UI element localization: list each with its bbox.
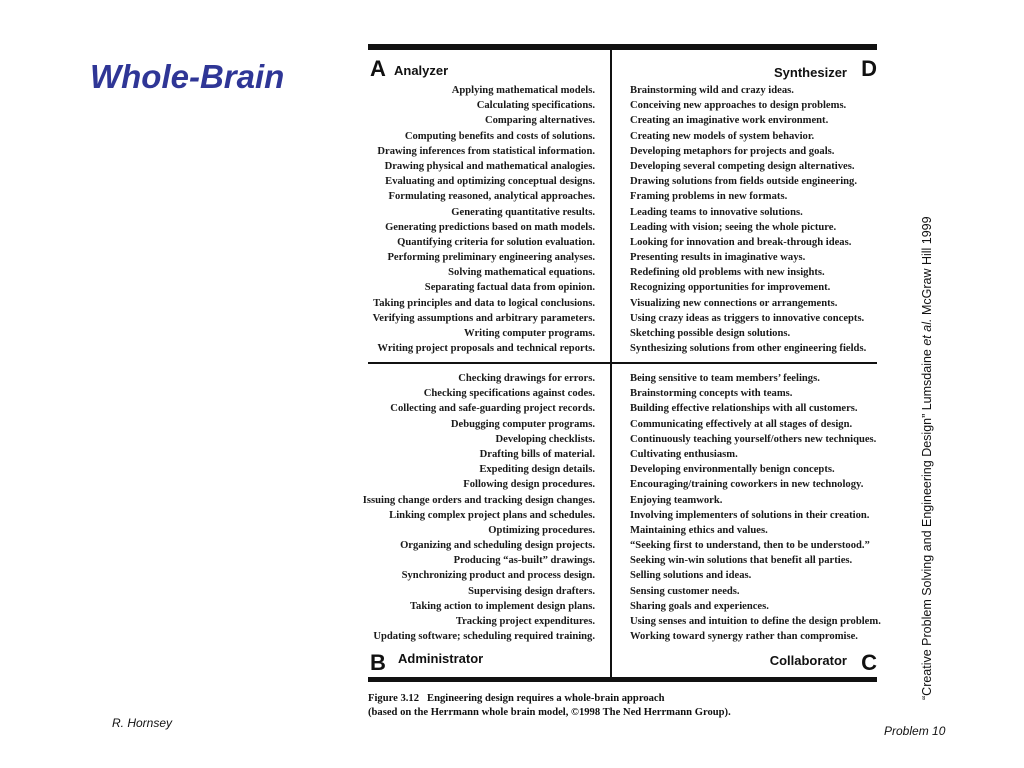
- footer-author: R. Hornsey: [112, 716, 173, 730]
- list-item: Redefining old problems with new insights.: [630, 267, 825, 279]
- list-item: Drawing physical and mathematical analogies.: [384, 160, 595, 172]
- list-item: Debugging computer programs.: [450, 418, 595, 430]
- list-item: Performing preliminary engineering analyses.: [387, 252, 595, 264]
- quadrant-c-name: Collaborator: [769, 653, 847, 668]
- list-item: Cultivating enthusiasm.: [630, 448, 738, 460]
- list-item: Being sensitive to team members’ feelings.: [630, 373, 820, 384]
- list-item: Conceiving new approaches to design problems.: [630, 100, 847, 112]
- citation-part2: et al.: [920, 318, 934, 346]
- list-item: “Seeking first to understand, then to be understood.”: [630, 540, 870, 552]
- figure-vertical-divider: [610, 50, 612, 677]
- list-item: Applying mathematical models.: [451, 85, 595, 96]
- list-item: Maintaining ethics and values.: [630, 524, 768, 536]
- list-item: Encouraging/training coworkers in new technology.: [630, 479, 864, 491]
- figure-caption-line2: (based on the Herrmann whole brain model, ©1998 The Ned Herrmann Group).: [368, 707, 731, 718]
- list-item: Producing “as-built” drawings.: [453, 555, 595, 567]
- list-item: Collecting and safe-guarding project records.: [390, 403, 595, 415]
- figure-bottom-rule: [368, 677, 877, 682]
- list-item: Framing problems in new formats.: [630, 191, 788, 203]
- quadrant-d-list: [630, 83, 866, 356]
- figure-middle-rule: [368, 362, 877, 364]
- list-item: Linking complex project plans and schedules.: [389, 509, 595, 521]
- list-item: Presenting results in imaginative ways.: [630, 252, 806, 264]
- list-item: Generating predictions based on math models.: [385, 221, 595, 233]
- list-item: Sketching possible design solutions.: [630, 328, 791, 339]
- list-item: Sharing goals and experiences.: [630, 600, 769, 612]
- figure-top-rule: [368, 44, 877, 50]
- list-item: Quantifying criteria for solution evaluation.: [397, 236, 595, 248]
- list-item: Brainstorming wild and crazy ideas.: [630, 85, 794, 96]
- list-item: Taking principles and data to logical conclusions.: [373, 297, 595, 309]
- list-item: Supervising design drafters.: [468, 585, 595, 597]
- list-item: Checking drawings for errors.: [458, 373, 595, 384]
- list-item: Creating an imaginative work environment.: [630, 115, 829, 127]
- figure-caption-label: Figure 3.12: [368, 693, 420, 704]
- quadrant-a-letter: A: [370, 56, 386, 81]
- list-item: Comparing alternatives.: [484, 115, 595, 127]
- list-item: Issuing change orders and tracking design changes.: [362, 494, 595, 506]
- list-item: Enjoying teamwork.: [630, 494, 723, 506]
- list-item: Calculating specifications.: [476, 100, 595, 112]
- list-item: Recognizing opportunities for improvement.: [630, 282, 831, 294]
- list-item: Involving implementers of solutions in their creation.: [630, 509, 870, 521]
- list-item: Using senses and intuition to define the design problem.: [630, 616, 881, 627]
- list-item: Computing benefits and costs of solutions.: [404, 130, 595, 142]
- list-item: Looking for innovation and break-through ideas.: [630, 236, 852, 248]
- list-item: Building effective relationships with all customers.: [630, 403, 858, 415]
- list-item: Seeking win-win solutions that benefit all parties.: [630, 555, 853, 567]
- list-item: Synthesizing solutions from other engineering fields.: [630, 343, 867, 355]
- list-item: Creating new models of system behavior.: [630, 130, 815, 142]
- list-item: Taking action to implement design plans.: [409, 600, 595, 612]
- citation-part3: McGraw Hill 1999: [920, 216, 934, 319]
- list-item: Tracking project expenditures.: [455, 616, 595, 627]
- list-item: Verifying assumptions and arbitrary parameters.: [372, 312, 595, 324]
- quadrant-b-letter: B: [370, 650, 386, 675]
- slide-title: Whole-Brain: [90, 58, 285, 95]
- quadrant-d-name: Synthesizer: [774, 65, 847, 80]
- list-item: Selling solutions and ideas.: [630, 570, 752, 582]
- side-citation: [920, 216, 934, 700]
- list-item: Expediting design details.: [479, 464, 595, 476]
- figure-caption-line1: Engineering design requires a whole-brain approach: [427, 693, 665, 704]
- list-item: Formulating reasoned, analytical approaches.: [388, 191, 595, 203]
- list-item: Following design procedures.: [463, 479, 595, 491]
- quadrant-a-name: Analyzer: [394, 63, 449, 78]
- list-item: Developing several competing design alternatives.: [630, 160, 855, 172]
- list-item: Generating quantitative results.: [451, 206, 595, 218]
- whole-brain-figure: [362, 44, 881, 724]
- quadrant-a-list: [373, 83, 595, 356]
- list-item: Sensing customer needs.: [630, 585, 740, 597]
- list-item: Solving mathematical equations.: [448, 267, 595, 279]
- list-item: Drawing solutions from fields outside engineering.: [630, 176, 857, 188]
- footer-page-label: Problem 10: [884, 724, 946, 738]
- list-item: Leading teams to innovative solutions.: [630, 206, 803, 218]
- list-item: Developing metaphors for projects and goals.: [630, 145, 835, 157]
- list-item: Brainstorming concepts with teams.: [630, 388, 793, 400]
- quadrant-b-list: [363, 371, 595, 644]
- list-item: Optimizing procedures.: [488, 524, 595, 536]
- list-item: Drafting bills of material.: [479, 448, 595, 460]
- list-item: Continuously teaching yourself/others new techniques.: [630, 433, 877, 445]
- list-item: Checking specifications against codes.: [423, 388, 595, 400]
- list-item: Updating software; scheduling required training.: [373, 631, 595, 643]
- list-item: Evaluating and optimizing conceptual designs.: [385, 176, 595, 188]
- citation-part1: “Creative Problem Solving and Engineering Design” Lumsdaine: [920, 345, 934, 700]
- quadrant-b-name: Administrator: [398, 651, 484, 666]
- list-item: Using crazy ideas as triggers to innovative concepts.: [630, 312, 865, 324]
- list-item: Separating factual data from opinion.: [424, 282, 595, 294]
- list-item: Organizing and scheduling design projects.: [400, 540, 595, 552]
- list-item: Developing environmentally benign concepts.: [630, 464, 835, 476]
- quadrant-c-list: [630, 371, 881, 644]
- list-item: Drawing inferences from statistical information.: [377, 145, 595, 157]
- quadrant-d-letter: D: [861, 56, 877, 81]
- figure-caption: [368, 692, 877, 720]
- list-item: Leading with vision; seeing the whole picture.: [630, 221, 837, 233]
- list-item: Writing project proposals and technical reports.: [377, 343, 595, 355]
- list-item: Writing computer programs.: [464, 328, 595, 339]
- list-item: Communicating effectively at all stages of design.: [630, 418, 853, 430]
- list-item: Synchronizing product and process design.: [401, 570, 595, 582]
- list-item: Visualizing new connections or arrangements.: [630, 297, 838, 309]
- list-item: Developing checklists.: [495, 433, 595, 445]
- list-item: Working toward synergy rather than compromise.: [630, 631, 858, 643]
- quadrant-c-letter: C: [861, 650, 877, 675]
